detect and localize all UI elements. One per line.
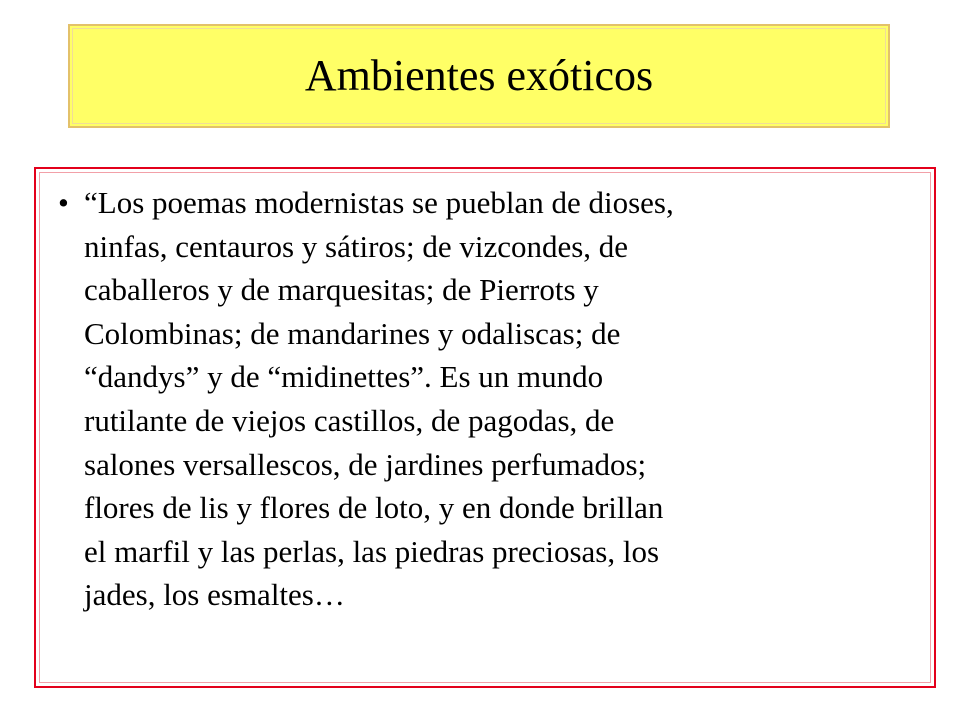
quote-line-6: rutilante de viejos castillos, de pagodas, de <box>84 402 615 438</box>
quote-line-5: “dandys” y de “midinettes”. Es un mundo <box>84 359 604 395</box>
quote-line-1: “Los poemas modernistas se pueblan de dioses, <box>84 185 674 220</box>
quote-paragraph <box>84 181 914 617</box>
quote-line-8: flores de lis y flores de loto, y en donde brillan <box>84 490 664 526</box>
bullet-icon: • <box>58 185 69 220</box>
bullet-item <box>58 181 918 617</box>
quote-line-4: Colombinas; de mandarines y odaliscas; de <box>84 315 621 351</box>
quote-line-9: el marfil y las perlas, las piedras preciosas, los <box>84 533 660 569</box>
slide-title: Ambientes exóticos <box>304 51 654 100</box>
content-box <box>34 167 936 688</box>
quote-line-10: jades, los esmaltes… <box>84 577 345 613</box>
quote-line-3: caballeros y de marquesitas; de Pierrots y <box>84 272 599 308</box>
quote-line-7: salones versallescos, de jardines perfumados; <box>84 446 647 482</box>
quote-line-2: ninfas, centauros y sátiros; de vizcondes, de <box>84 228 629 264</box>
title-box <box>68 24 890 128</box>
